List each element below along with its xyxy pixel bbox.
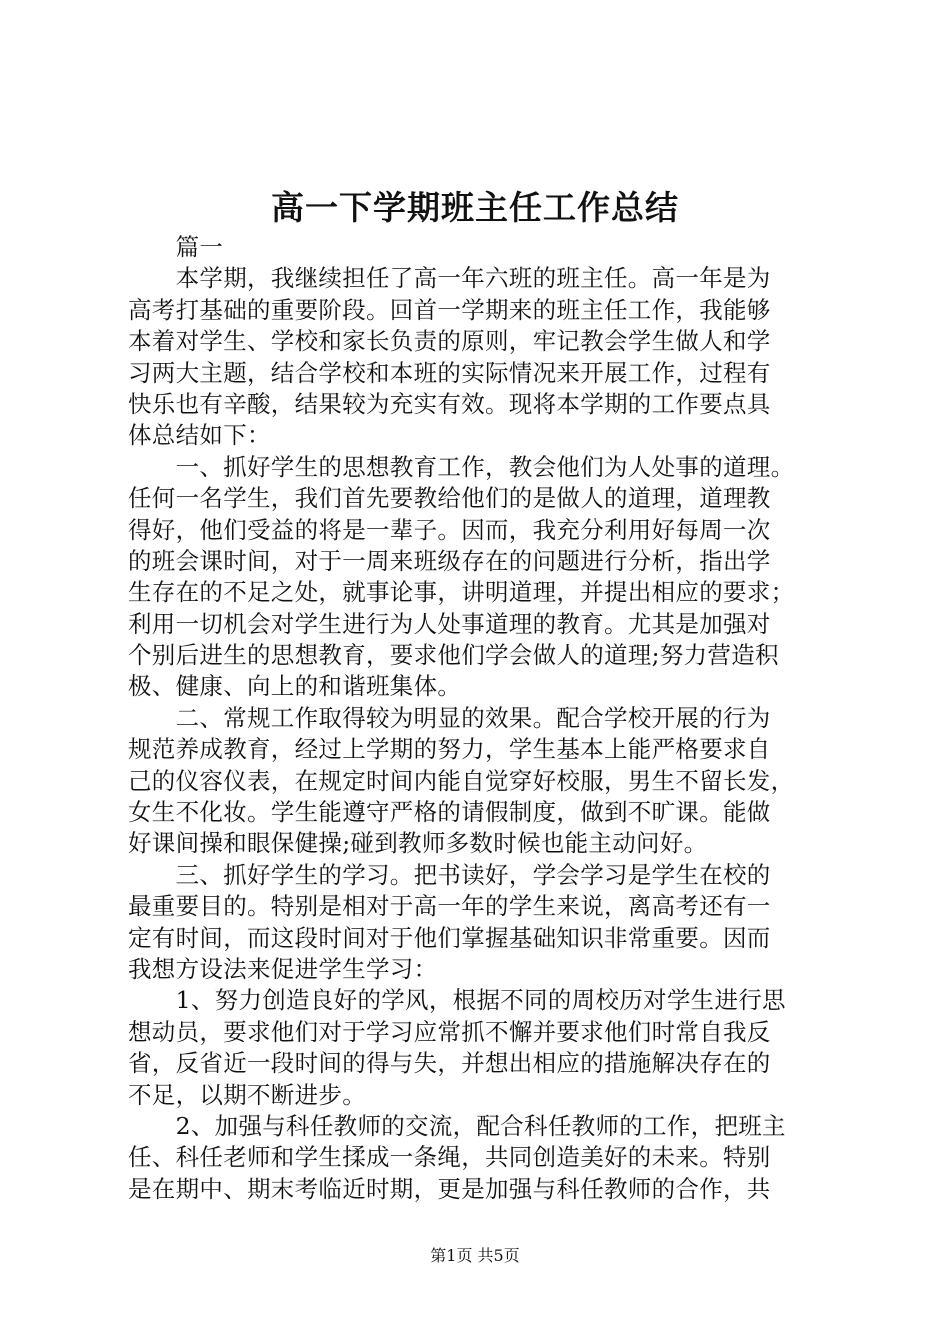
text-line: 想动员，要求他们对于学习应常抓不懈并要求他们时常自我反 xyxy=(128,1017,771,1046)
text-line: 本学期，我继续担任了高一年六班的班主任。高一年是为 xyxy=(128,264,771,293)
text-line: 三、抓好学生的学习。把书读好，学会学习是学生在校的 xyxy=(128,860,771,889)
text-line: 一、抓好学生的思想教育工作，教会他们为人处事的道理。 xyxy=(128,452,795,481)
text-line: 不足，以期不断进步。 xyxy=(128,1080,366,1109)
text-line: 己的仪容仪表，在规定时间内能自觉穿好校服，男生不留长发， xyxy=(128,766,795,795)
document-body xyxy=(128,232,840,1205)
text-line: 快乐也有辛酸，结果较为充实有效。现将本学期的工作要点具 xyxy=(128,389,771,418)
text-line: 二、常规工作取得较为明显的效果。配合学校开展的行为 xyxy=(128,703,771,732)
text-line: 定有时间，而这段时间对于他们掌握基础知识非常重要。因而 xyxy=(128,923,771,952)
text-line: 最重要目的。特别是相对于高一年的学生来说，离高考还有一 xyxy=(128,892,771,921)
text-line: 利用一切机会对学生进行为人处事道理的教育。尤其是加强对 xyxy=(128,609,771,638)
text-line: 任、科任老师和学生揉成一条绳，共同创造美好的未来。特别 xyxy=(128,1143,771,1172)
text-line: 任何一名学生，我们首先要教给他们的是做人的道理，道理教 xyxy=(128,484,771,513)
text-line: 好课间操和眼保健操;碰到教师多数时候也能主动问好。 xyxy=(128,829,708,858)
page-footer: 第1页 共5页 xyxy=(430,1246,520,1265)
text-line: 极、健康、向上的和谐班集体。 xyxy=(128,672,462,701)
text-line: 女生不化妆。学生能遵守严格的请假制度，做到不旷课。能做 xyxy=(128,798,771,827)
text-line: 1、努力创造良好的学风，根据不同的周校历对学生进行思 xyxy=(128,986,786,1015)
text-line: 生存在的不足之处，就事论事，讲明道理，并提出相应的要求； xyxy=(128,578,795,607)
text-line: 篇一 xyxy=(128,233,224,261)
text-line: 我想方设法来促进学生学习： xyxy=(128,954,438,983)
text-line: 的班会课时间，对于一周来班级存在的问题进行分析，指出学 xyxy=(128,546,771,575)
text-line: 本着对学生、学校和家长负责的原则，牢记教会学生做人和学 xyxy=(128,327,771,356)
text-line: 体总结如下： xyxy=(128,421,271,450)
text-line: 个别后进生的思想教育，要求他们学会做人的道理;努力营造积 xyxy=(128,641,779,670)
text-line: 规范养成教育，经过上学期的努力，学生基本上能严格要求自 xyxy=(128,735,771,764)
text-line: 得好，他们受益的将是一辈子。因而，我充分利用好每周一次 xyxy=(128,515,771,544)
text-line: 高考打基础的重要阶段。回首一学期来的班主任工作，我能够 xyxy=(128,295,771,324)
text-line: 是在期中、期末考临近时期，更是加强与科任教师的合作，共 xyxy=(128,1174,771,1203)
text-line: 省，反省近一段时间的得与失，并想出相应的措施解决存在的 xyxy=(128,1049,771,1078)
text-line: 2、加强与科任教师的交流，配合科任教师的工作，把班主 xyxy=(128,1111,786,1140)
document-title: 高一下学期班主任工作总结 xyxy=(271,188,679,227)
text-line: 习两大主题，结合学校和本班的实际情况来开展工作，过程有 xyxy=(128,358,771,387)
